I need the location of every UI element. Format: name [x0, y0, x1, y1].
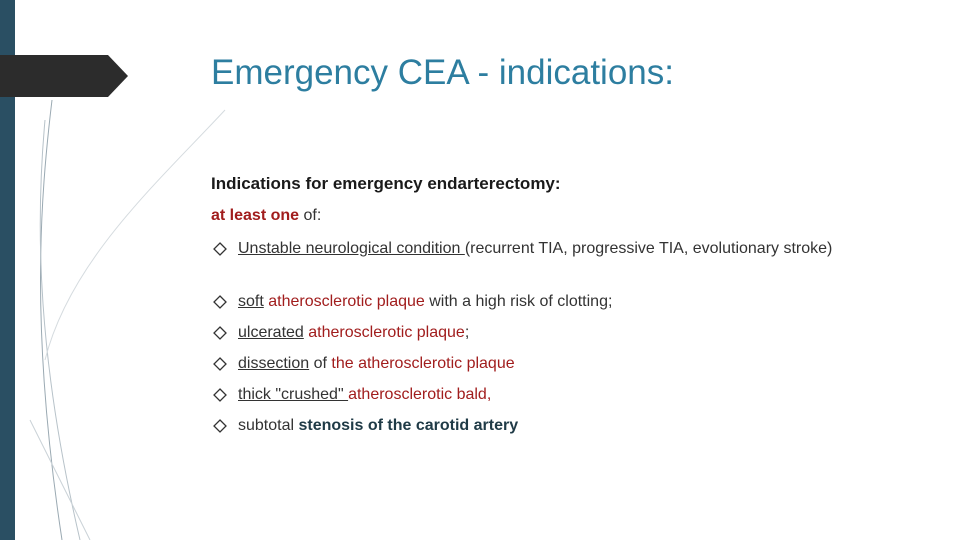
bullet-text: of: [309, 355, 332, 372]
bullet-underlined: ulcerated: [238, 324, 304, 341]
intro-rest: of:: [299, 207, 322, 224]
bullet-text: ;: [464, 324, 470, 341]
list-item: [213, 354, 863, 374]
diamond-bullet-icon: [213, 419, 227, 433]
diamond-bullet-icon: [213, 295, 227, 309]
bullet-text: (recurrent TIA, progressive TIA, evolutionary stroke): [464, 240, 833, 257]
list-item: [213, 416, 863, 436]
list-item: [213, 292, 863, 312]
diamond-bullet-icon: [213, 326, 227, 340]
slide-title: Emergency CEA - indications:: [211, 53, 674, 92]
title-arrow-shape: [0, 55, 130, 97]
list-item: [213, 385, 863, 405]
diamond-bullet-icon: [213, 388, 227, 402]
diamond-bullet-icon: [213, 357, 227, 371]
diamond-bullet-icon: [213, 242, 227, 256]
bullet-underlined: thick "crushed": [238, 386, 349, 403]
bullet-underlined: Unstable neurological condition: [238, 240, 465, 257]
bullet-highlight: atherosclerotic plaque: [303, 324, 465, 341]
bullet-bold: stenosis of the carotid artery: [298, 417, 519, 434]
list-item: [213, 323, 863, 343]
list-item: [213, 239, 863, 281]
bullet-underlined: dissection: [238, 355, 310, 372]
intro-emphasis: at least one: [211, 207, 300, 224]
bullet-text: subtotal: [238, 417, 299, 434]
indications-list: [213, 239, 863, 436]
bullet-text: with a high risk of clotting;: [424, 293, 613, 310]
bullet-highlight: atherosclerotic bald,: [348, 386, 492, 403]
intro-line: [211, 207, 321, 225]
slide-subtitle: Indications for emergency endarterectomy:: [211, 174, 561, 193]
bullet-underlined: soft: [238, 293, 264, 310]
bullet-highlight: atherosclerotic plaque: [263, 293, 425, 310]
bullet-highlight: the atherosclerotic plaque: [331, 355, 515, 372]
